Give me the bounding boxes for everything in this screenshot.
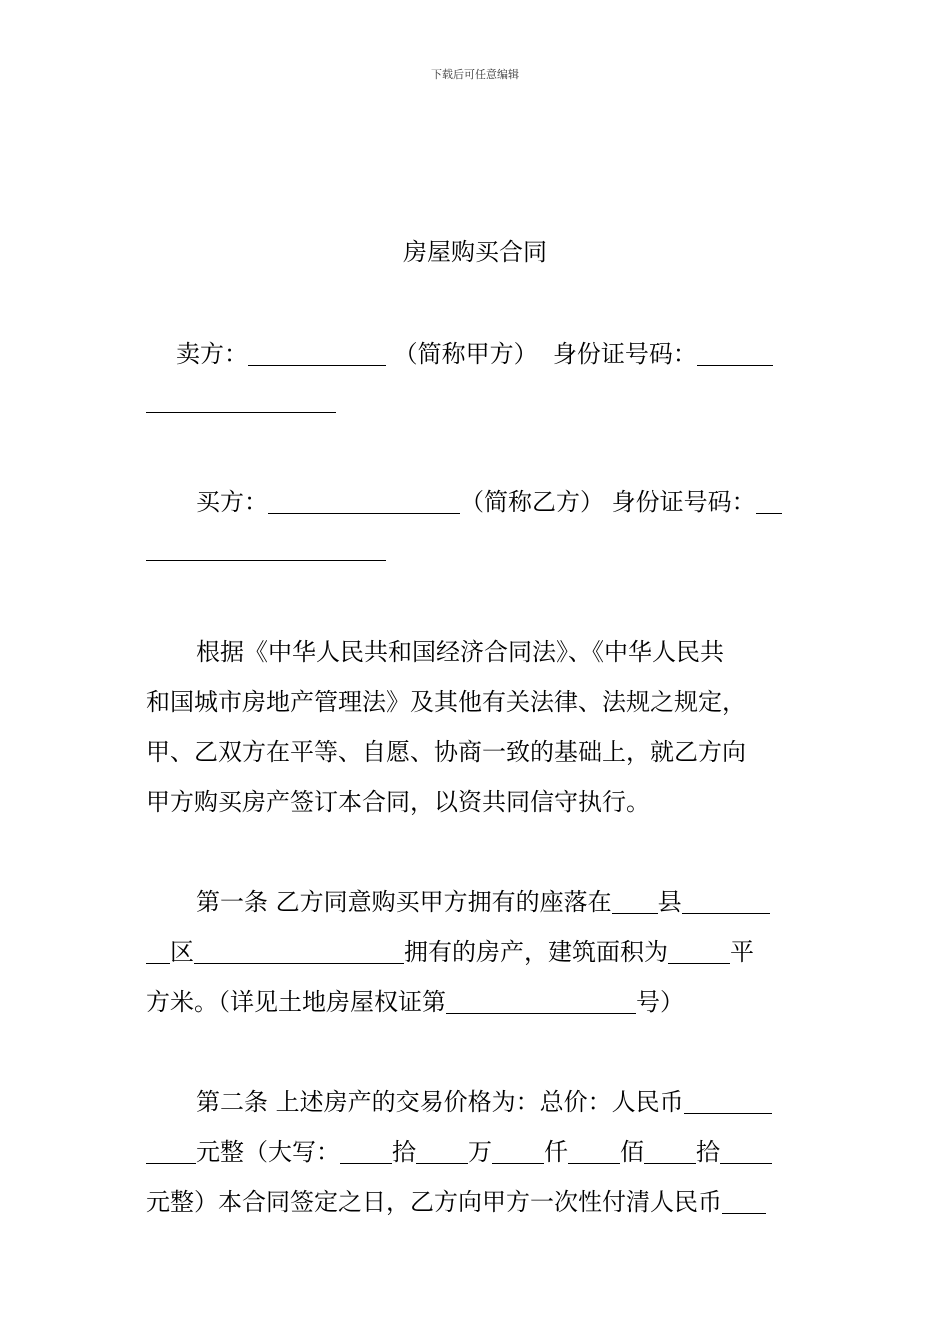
seller-id-label: 身份证号码： bbox=[552, 340, 697, 368]
buyer-label: 买方： bbox=[196, 488, 268, 516]
article2-text-1: 第二条 上述房产的交易价格为：总价：人民币 bbox=[196, 1088, 684, 1116]
seller-label: 卖方： bbox=[176, 340, 248, 368]
article2-blank-3 bbox=[416, 1135, 468, 1164]
page-header: 下载后可任意编辑 bbox=[431, 68, 519, 81]
seller-short-name: （简称甲方） bbox=[393, 340, 538, 368]
article1-blank-2 bbox=[682, 885, 770, 914]
article2-blank-5 bbox=[568, 1135, 620, 1164]
article1-line-1 bbox=[196, 882, 770, 917]
article1-line-2 bbox=[146, 932, 754, 967]
article2-blank-1 bbox=[146, 1135, 196, 1164]
article2-wan: 万 bbox=[468, 1138, 492, 1166]
buyer-id-blank bbox=[756, 485, 782, 514]
buyer-id-blank-2 bbox=[146, 532, 386, 561]
seller-id-blank-2 bbox=[146, 384, 336, 413]
intro-line-2: 和国城市房地产管理法》及其他有关法律、法规之规定， bbox=[146, 688, 746, 716]
intro-line-3: 甲、乙双方在平等、自愿、协商一致的基础上，就乙方向 bbox=[146, 738, 746, 766]
article1-text-2: 拥有的房产，建筑面积为 bbox=[404, 938, 668, 966]
buyer-id-label: 身份证号码： bbox=[611, 488, 756, 516]
article1-text-3: 方米。（详见土地房屋权证第 bbox=[146, 988, 446, 1016]
article1-cert-blank bbox=[446, 985, 636, 1014]
article2-line-1 bbox=[196, 1082, 772, 1117]
intro-line-1: 根据《中华人民共和国经济合同法》、《中华人民共 bbox=[196, 638, 724, 666]
seller-id-continuation bbox=[146, 384, 336, 415]
article2-shi-2: 拾 bbox=[696, 1138, 720, 1166]
document-title: 房屋购买合同 bbox=[403, 238, 547, 266]
article1-blank-3 bbox=[146, 935, 170, 964]
article2-text-3: 元整）本合同签定之日，乙方向甲方一次性付清人民币 bbox=[146, 1188, 722, 1216]
article2-line-3 bbox=[146, 1182, 766, 1217]
buyer-short-name: （简称乙方） bbox=[460, 488, 604, 516]
article2-text-2: 元整（大写： bbox=[196, 1138, 340, 1166]
article1-blank-1 bbox=[612, 885, 658, 914]
article2-blank-8 bbox=[722, 1185, 766, 1214]
article2-bai: 佰 bbox=[620, 1138, 644, 1166]
article1-blank-4 bbox=[194, 935, 404, 964]
seller-name-blank bbox=[248, 337, 386, 366]
article1-district: 区 bbox=[170, 938, 194, 966]
article2-qian: 仟 bbox=[544, 1138, 568, 1166]
intro-line-4: 甲方购买房产签订本合同，以资共同信守执行。 bbox=[146, 788, 650, 816]
buyer-name-blank bbox=[268, 485, 460, 514]
article2-price-blank bbox=[684, 1085, 772, 1114]
article2-blank-4 bbox=[492, 1135, 544, 1164]
article1-line-3 bbox=[146, 982, 684, 1017]
article2-blank-7 bbox=[720, 1135, 772, 1164]
article1-unit-1: 平 bbox=[730, 938, 754, 966]
article1-text-1: 第一条 乙方同意购买甲方拥有的座落在 bbox=[196, 888, 612, 916]
buyer-id-continuation bbox=[146, 532, 386, 563]
article1-text-4: 号） bbox=[636, 988, 684, 1016]
buyer-line bbox=[196, 482, 782, 517]
article2-line-2 bbox=[146, 1132, 772, 1167]
article1-area-blank bbox=[668, 935, 730, 964]
seller-id-blank bbox=[697, 337, 773, 366]
article2-shi: 拾 bbox=[392, 1138, 416, 1166]
seller-line bbox=[176, 334, 773, 369]
article2-blank-2 bbox=[340, 1135, 392, 1164]
article2-blank-6 bbox=[644, 1135, 696, 1164]
article1-county: 县 bbox=[657, 888, 682, 916]
